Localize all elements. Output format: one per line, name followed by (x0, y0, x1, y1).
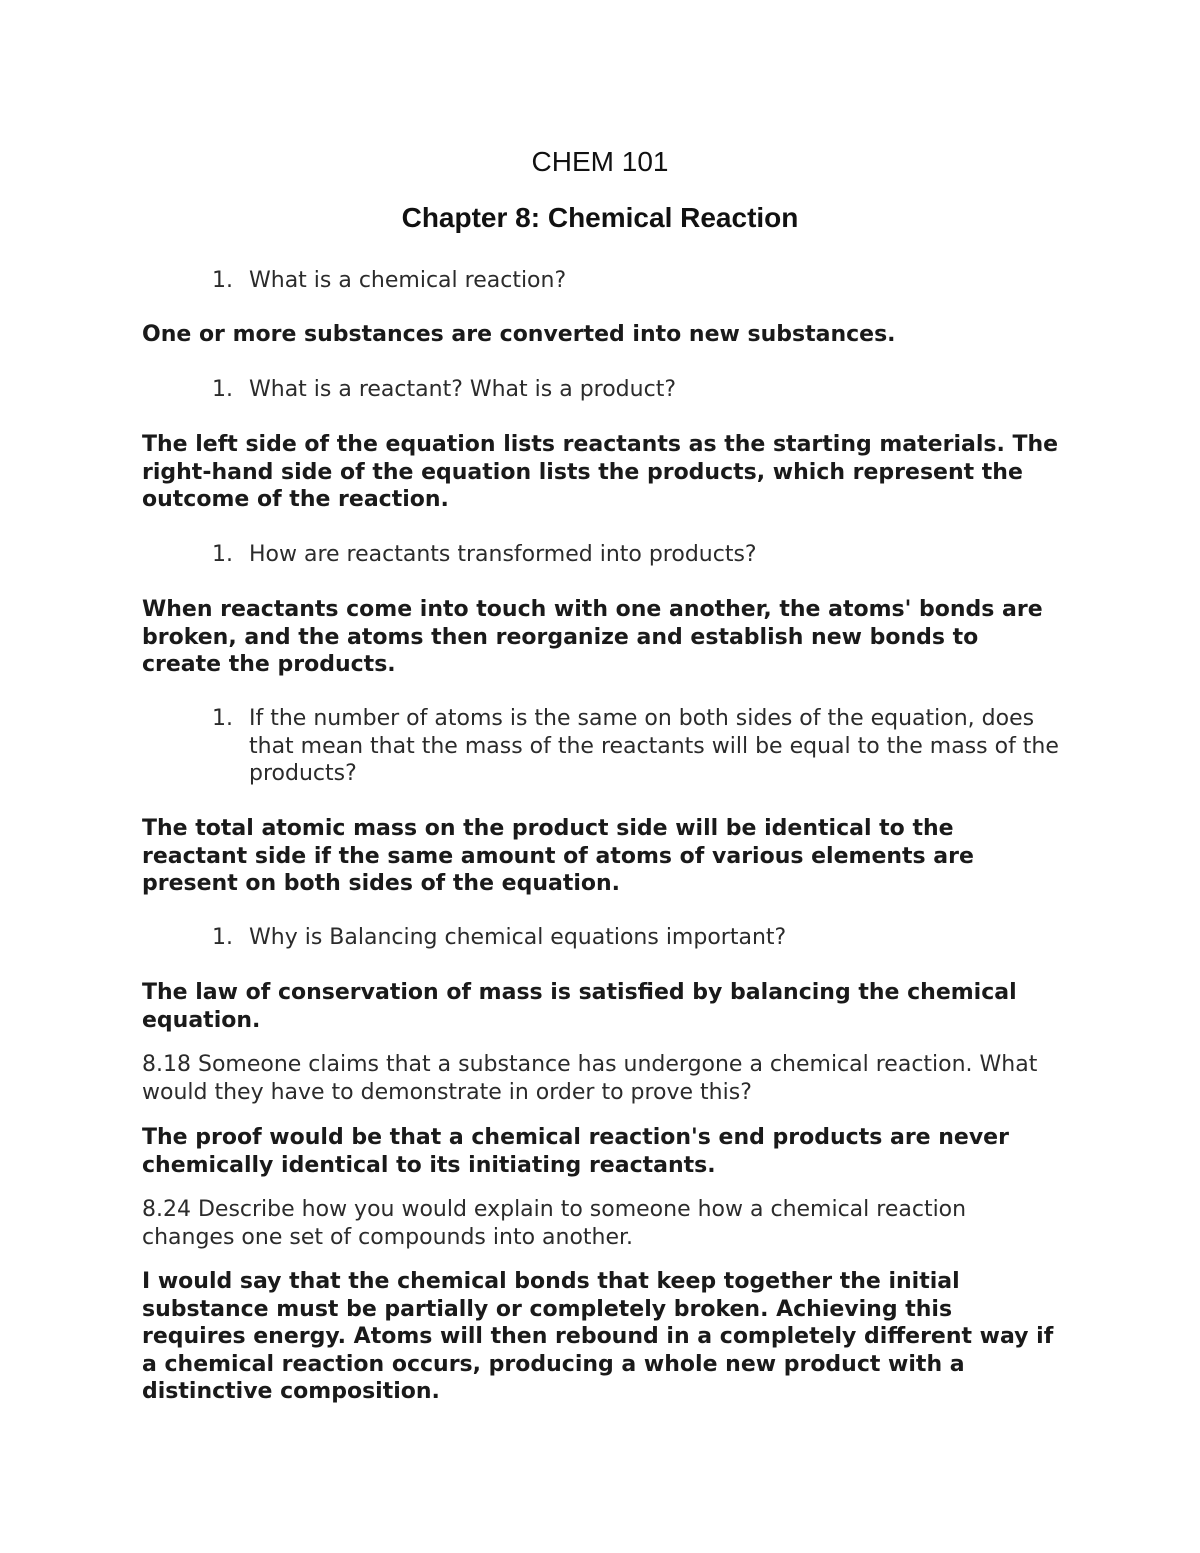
question-5-number: 1. (212, 925, 233, 950)
question-1-number: 1. (212, 268, 233, 293)
question-1 (212, 267, 1062, 295)
answer-2: The left side of the equation lists reactants as the starting materials. The right-hand side of the equation lists the products, which represent the outcome of the reaction. (142, 432, 1059, 512)
question-1-text: What is a chemical reaction? (249, 268, 567, 293)
question-3-text: How are reactants transformed into products? (249, 542, 757, 567)
question-4-text: If the number of atoms is the same on both sides of the equation, does that mean that the mass of the reactants will be equal to the mass of the products? (249, 706, 1059, 786)
question-2-number: 1. (212, 377, 233, 402)
question-5 (212, 924, 1062, 952)
answer-1: One or more substances are converted into new substances. (142, 322, 896, 347)
answer-4: The total atomic mass on the product side will be identical to the reactant side if the same amount of atoms of various elements are present on both sides of the equation. (142, 816, 974, 896)
problem-8-24-answer: I would say that the chemical bonds that keep together the initial substance must be partially or completely broken. Achieving this requires energy. Atoms will then rebound in a completely different way if a chemical reaction occurs, producing a whole new product with a distinctive composition. (142, 1269, 1054, 1404)
question-2-text: What is a reactant? What is a product? (249, 377, 676, 402)
problem-8-18-answer: The proof would be that a chemical reaction's end products are never chemically identical to its initiating reactants. (142, 1125, 1009, 1178)
question-3-number: 1. (212, 542, 233, 567)
problem-8-24: 8.24 Describe how you would explain to someone how a chemical reaction changes one set of compounds into another. (142, 1197, 967, 1250)
course-title: CHEM 101 (531, 146, 669, 177)
problem-8-18: 8.18 Someone claims that a substance has undergone a chemical reaction. What would they have to demonstrate in order to prove this? (142, 1052, 1038, 1105)
answer-3: When reactants come into touch with one another, the atoms' bonds are broken, and the atoms then reorganize and establish new bonds to create the products. (142, 597, 1043, 677)
question-4-number: 1. (212, 706, 233, 731)
question-3 (212, 541, 1062, 569)
chapter-title: Chapter 8: Chemical Reaction (401, 202, 799, 233)
answer-5: The law of conservation of mass is satisfied by balancing the chemical equation. (142, 980, 1017, 1033)
question-5-text: Why is Balancing chemical equations important? (249, 925, 787, 950)
question-4 (212, 705, 1062, 788)
question-2 (212, 376, 1062, 404)
